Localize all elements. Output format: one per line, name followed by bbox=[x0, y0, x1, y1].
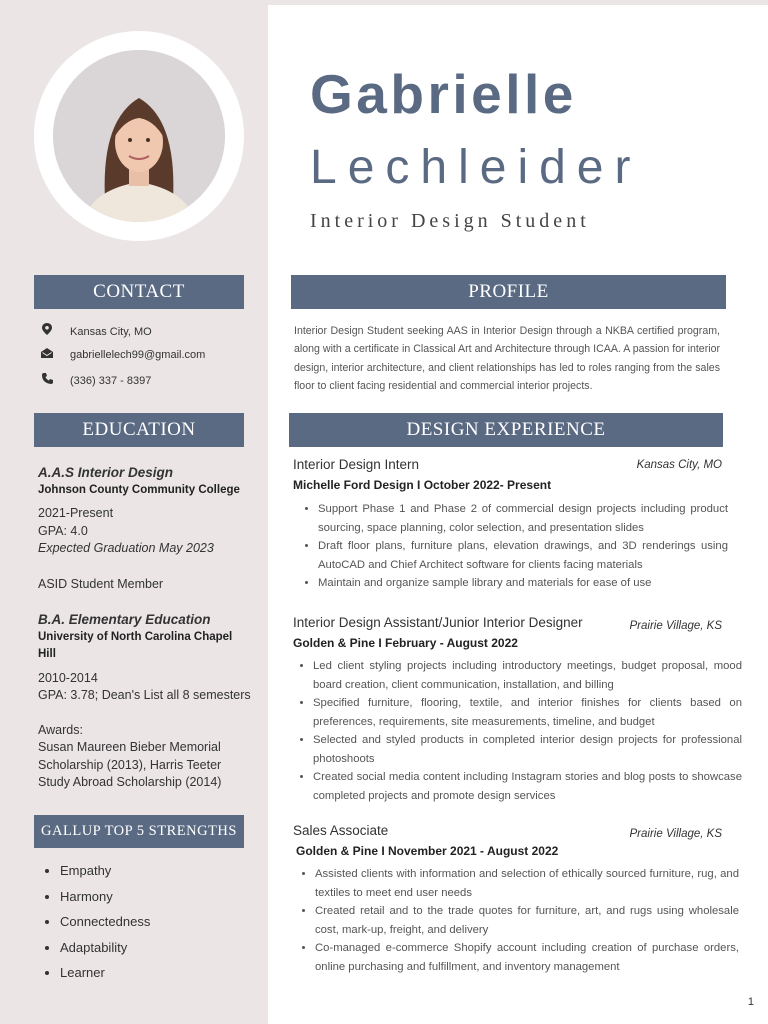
job-location: Prairie Village, KS bbox=[629, 828, 722, 840]
awards-label: Awards: bbox=[38, 722, 83, 737]
map-pin-icon bbox=[40, 323, 54, 338]
contact-email bbox=[40, 348, 205, 361]
list-item: • Specified furniture, flooring, textile, and interior finishes for clients based on preferences, requirements, site measurements, timeline, and budget bbox=[313, 694, 742, 731]
edu-dates: 2021-Present bbox=[38, 506, 114, 520]
job-location: Kansas City, MO bbox=[636, 459, 722, 471]
phone-text: (336) 337 - 8397 bbox=[70, 375, 152, 387]
job-bullets bbox=[293, 657, 742, 805]
list-item: • Selected and styled products in completed interior design projects for professional photoshoots bbox=[313, 731, 742, 768]
edu-gpa: GPA: 4.0 bbox=[38, 523, 88, 538]
strengths-heading: GALLUP TOP 5 STRENGTHS bbox=[34, 815, 244, 848]
page-number: 1 bbox=[747, 996, 754, 1008]
list-item: • Maintain and organize sample library and materials for ease of use bbox=[318, 574, 728, 593]
education-heading: EDUCATION bbox=[34, 413, 244, 447]
edu-note: Expected Graduation May 2023 bbox=[38, 541, 214, 555]
list-item: • Led client styling projects including introductory meetings, budget proposal, mood board creation, client communication, installation, and billing bbox=[313, 657, 742, 694]
location-text: Kansas City, MO bbox=[70, 326, 152, 338]
job-company: Golden & Pine I November 2021 - August 2022 bbox=[296, 844, 559, 858]
education-entry bbox=[38, 464, 253, 593]
job-role: Interior Design Intern bbox=[293, 457, 420, 472]
job-role: Sales Associate bbox=[293, 823, 389, 838]
edu-dates: 2010-2014 bbox=[38, 670, 98, 685]
list-item: • Assisted clients with information and selection of ethically sourced furniture, rug, and textiles to meet end user needs bbox=[315, 865, 739, 902]
job-company: Michelle Ford Design I October 2022- Present bbox=[293, 478, 552, 492]
last-name: Lechleider bbox=[310, 141, 642, 194]
degree-title: A.A.S Interior Design bbox=[38, 465, 174, 480]
contact-heading: CONTACT bbox=[34, 275, 244, 309]
job-bullets bbox=[295, 865, 739, 976]
list-item: • Empathy bbox=[60, 858, 150, 884]
edu-membership: ASID Student Member bbox=[38, 576, 164, 591]
photo-frame bbox=[34, 31, 244, 241]
first-name: Gabrielle bbox=[310, 63, 577, 125]
contact-location bbox=[40, 323, 152, 338]
job-company: Golden & Pine I February - August 2022 bbox=[293, 636, 518, 650]
strengths-list bbox=[38, 858, 150, 986]
list-item: • Created retail and to the trade quotes for furniture, art, and rugs using wholesale cost, mark-up, freight, and delivery bbox=[315, 902, 739, 939]
education-entry bbox=[38, 611, 253, 792]
profile-text: Interior Design Student seeking AAS in Interior Design through a NKBA certified program, along with a certificate in Classical Art and Architecture through ICAA. A passion for interior design, interior architecture, and client relationships has led to roles ranging from the sales floor to client facing residential and commercial interior projects. bbox=[294, 325, 720, 392]
profile-heading: PROFILE bbox=[291, 275, 726, 309]
list-item: • Support Phase 1 and Phase 2 of commercial design projects including product sourcing, space planning, color selection, and presentation slides bbox=[318, 500, 728, 537]
job-location: Prairie Village, KS bbox=[629, 620, 722, 632]
list-item: • Draft floor plans, furniture plans, elevation drawings, and 3D renderings using AutoCAD and Chief Architect software for clients facing materials bbox=[318, 537, 728, 574]
list-item: • Adaptability bbox=[60, 935, 150, 961]
profile-photo bbox=[53, 50, 225, 222]
job-role: Interior Design Assistant/Junior Interior Designer bbox=[293, 615, 583, 630]
email-text[interactable]: gabriellelech99@gmail.com bbox=[70, 349, 206, 361]
email-icon bbox=[40, 348, 54, 361]
job-bullets bbox=[298, 500, 728, 593]
degree-title: B.A. Elementary Education bbox=[38, 612, 211, 627]
experience-heading: DESIGN EXPERIENCE bbox=[289, 413, 723, 447]
school-name: University of North Carolina Chapel Hill bbox=[38, 630, 233, 660]
phone-icon bbox=[40, 373, 54, 387]
list-item: • Connectedness bbox=[60, 909, 150, 935]
school-name: Johnson County Community College bbox=[38, 483, 240, 496]
job-title-headline: Interior Design Student bbox=[310, 210, 590, 232]
list-item: • Created social media content including Instagram stories and blog posts to showcase completed projects and promote design services bbox=[313, 768, 742, 805]
awards-text: Susan Maureen Bieber Memorial Scholarship (2013), Harris Teeter Study Abroad Scholarship (2014) bbox=[38, 740, 222, 789]
list-item: • Co-managed e-commerce Shopify account including creation of purchase orders, online purchasing and fulfillment, and inventory management bbox=[315, 939, 739, 976]
list-item: • Harmony bbox=[60, 884, 150, 910]
edu-gpa: GPA: 3.78; Dean's List all 8 semesters bbox=[38, 688, 251, 702]
contact-phone bbox=[40, 373, 151, 387]
list-item: • Learner bbox=[60, 960, 150, 986]
